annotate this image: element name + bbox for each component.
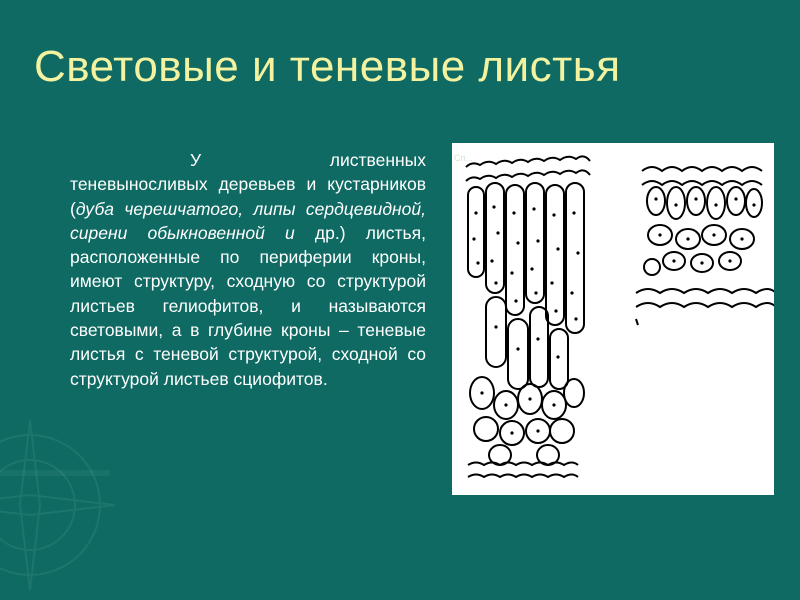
light-leaf-section bbox=[466, 156, 590, 477]
shade-leaf-section bbox=[636, 167, 774, 325]
text-part-1: У лиственных теневыносливых деревьев и кустарников ( bbox=[70, 150, 426, 219]
body-paragraph bbox=[70, 148, 426, 391]
slide-title: Световые и теневые листья bbox=[34, 42, 621, 91]
species-list: дуба черешчатого, липы сердцевидной, сирени обыкновенной bbox=[70, 198, 426, 243]
conjunction: и bbox=[264, 222, 295, 243]
text-part-2: др.) листья, расположенные по периферии кроны, имеют структуру, сходную со структурой листьев гелиофитов, и называются световыми, а в глубине кроны – теневые листья с теневой структурой, сходной со структурой листьев сциофитов. bbox=[70, 222, 426, 389]
leaf-anatomy-drawing bbox=[452, 143, 774, 495]
leaf-cross-section-figure bbox=[452, 143, 774, 495]
faint-caption: Сп... bbox=[454, 153, 473, 163]
